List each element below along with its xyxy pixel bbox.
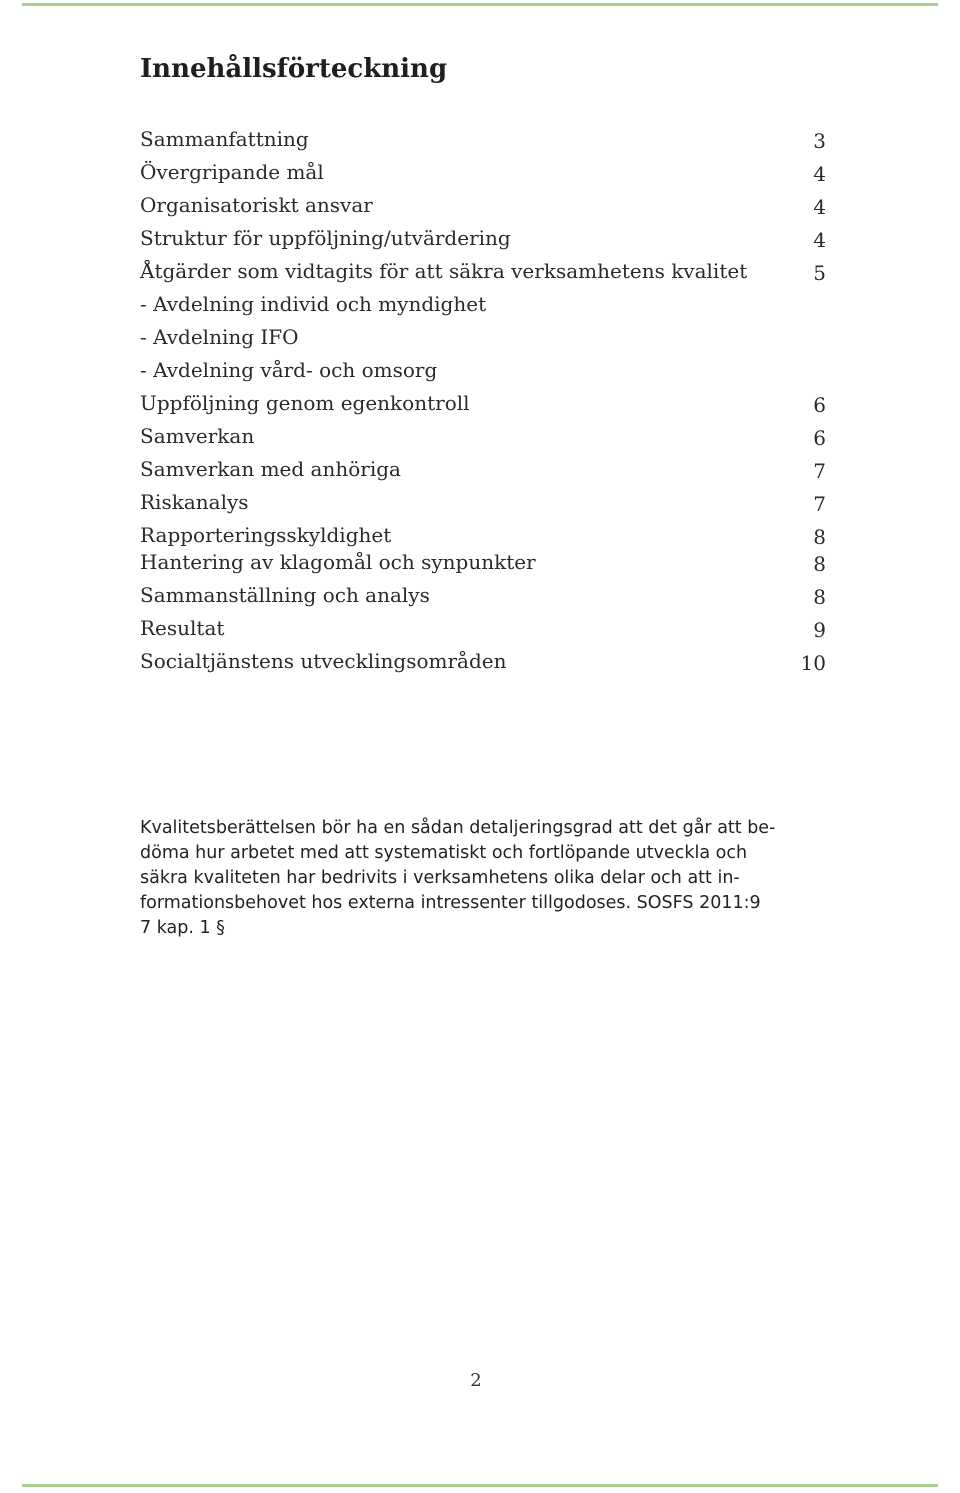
- toc-entry[interactable]: [140, 583, 826, 611]
- toc-entry[interactable]: [140, 424, 826, 452]
- toc-entry-page: 4: [813, 162, 826, 186]
- quote-line: säkra kvaliteten har bedrivits i verksamhetens olika delar och att in-: [140, 868, 740, 888]
- toc-entry[interactable]: [140, 127, 826, 155]
- toc-entry-label: Hantering av klagomål och synpunkter: [140, 550, 536, 574]
- toc-entry[interactable]: [140, 193, 826, 221]
- toc-entry-label: - Avdelning individ och myndighet: [140, 292, 487, 316]
- toc-entry[interactable]: [140, 292, 826, 320]
- toc-entry-page: 8: [813, 525, 826, 549]
- toc-entry[interactable]: [140, 490, 826, 518]
- toc-entry-label: Åtgärder som vidtagits för att säkra verksamhetens kvalitet: [140, 259, 748, 283]
- toc-entry[interactable]: [140, 358, 826, 386]
- toc-entry-label: Sammanfattning: [140, 127, 309, 151]
- top-green-rule: [22, 3, 938, 6]
- toc-entry-label: - Avdelning IFO: [140, 325, 299, 349]
- toc-entry[interactable]: [140, 550, 826, 578]
- toc-entry-label: Riskanalys: [140, 490, 249, 514]
- toc-entry-label: Samverkan med anhöriga: [140, 457, 401, 481]
- toc-entry[interactable]: [140, 649, 826, 677]
- toc-entry[interactable]: [140, 226, 826, 254]
- toc-entry-label: Resultat: [140, 616, 225, 640]
- toc-entry-page: 6: [813, 393, 826, 417]
- toc-entry[interactable]: [140, 325, 826, 353]
- toc-entry[interactable]: [140, 457, 826, 485]
- toc-entry[interactable]: [140, 160, 826, 188]
- toc-entry-page: 7: [813, 492, 826, 516]
- quote-line: formationsbehovet hos externa intressenter tillgodoses. SOSFS 2011:9: [140, 893, 761, 913]
- toc-entry-label: Struktur för uppföljning/utvärdering: [140, 226, 511, 250]
- toc-entry-label: Organisatoriskt ansvar: [140, 193, 373, 217]
- toc-entry[interactable]: [140, 391, 826, 419]
- toc-entry-label: - Avdelning vård- och omsorg: [140, 358, 438, 382]
- toc-entry-label: Sammanställning och analys: [140, 583, 430, 607]
- toc-entry[interactable]: [140, 616, 826, 644]
- page-title: Innehållsförteckning: [140, 54, 448, 84]
- toc-entry-page: 3: [813, 129, 826, 153]
- toc-entry-label: Uppföljning genom egenkontroll: [140, 391, 470, 415]
- toc-entry-page: 8: [813, 585, 826, 609]
- quote-paragraph: [140, 816, 830, 941]
- toc-entry[interactable]: [140, 259, 826, 287]
- toc-entry-label: Övergripande mål: [140, 160, 324, 184]
- toc-entry[interactable]: [140, 523, 826, 551]
- toc-entry-page: 7: [813, 459, 826, 483]
- quote-line: Kvalitetsberättelsen bör ha en sådan detaljeringsgrad att det går att be-: [140, 818, 776, 838]
- toc-entry-label: Samverkan: [140, 424, 255, 448]
- toc-entry-label: Socialtjänstens utvecklingsområden: [140, 649, 507, 673]
- quote-line: 7 kap. 1 §: [140, 918, 225, 938]
- toc-entry-page: 10: [800, 651, 826, 675]
- quote-line: döma hur arbetet med att systematiskt och fortlöpande utveckla och: [140, 843, 748, 863]
- toc-entry-page: 8: [813, 552, 826, 576]
- toc-entry-page: 5: [813, 261, 826, 285]
- bottom-green-rule: [22, 1484, 938, 1487]
- toc-entry-page: 9: [813, 618, 826, 642]
- toc-entry-page: 4: [813, 195, 826, 219]
- toc-entry-label: Rapporteringsskyldighet: [140, 523, 392, 547]
- page-number: 2: [470, 1370, 482, 1391]
- toc-entry-page: 6: [813, 426, 826, 450]
- toc-entry-page: 4: [813, 228, 826, 252]
